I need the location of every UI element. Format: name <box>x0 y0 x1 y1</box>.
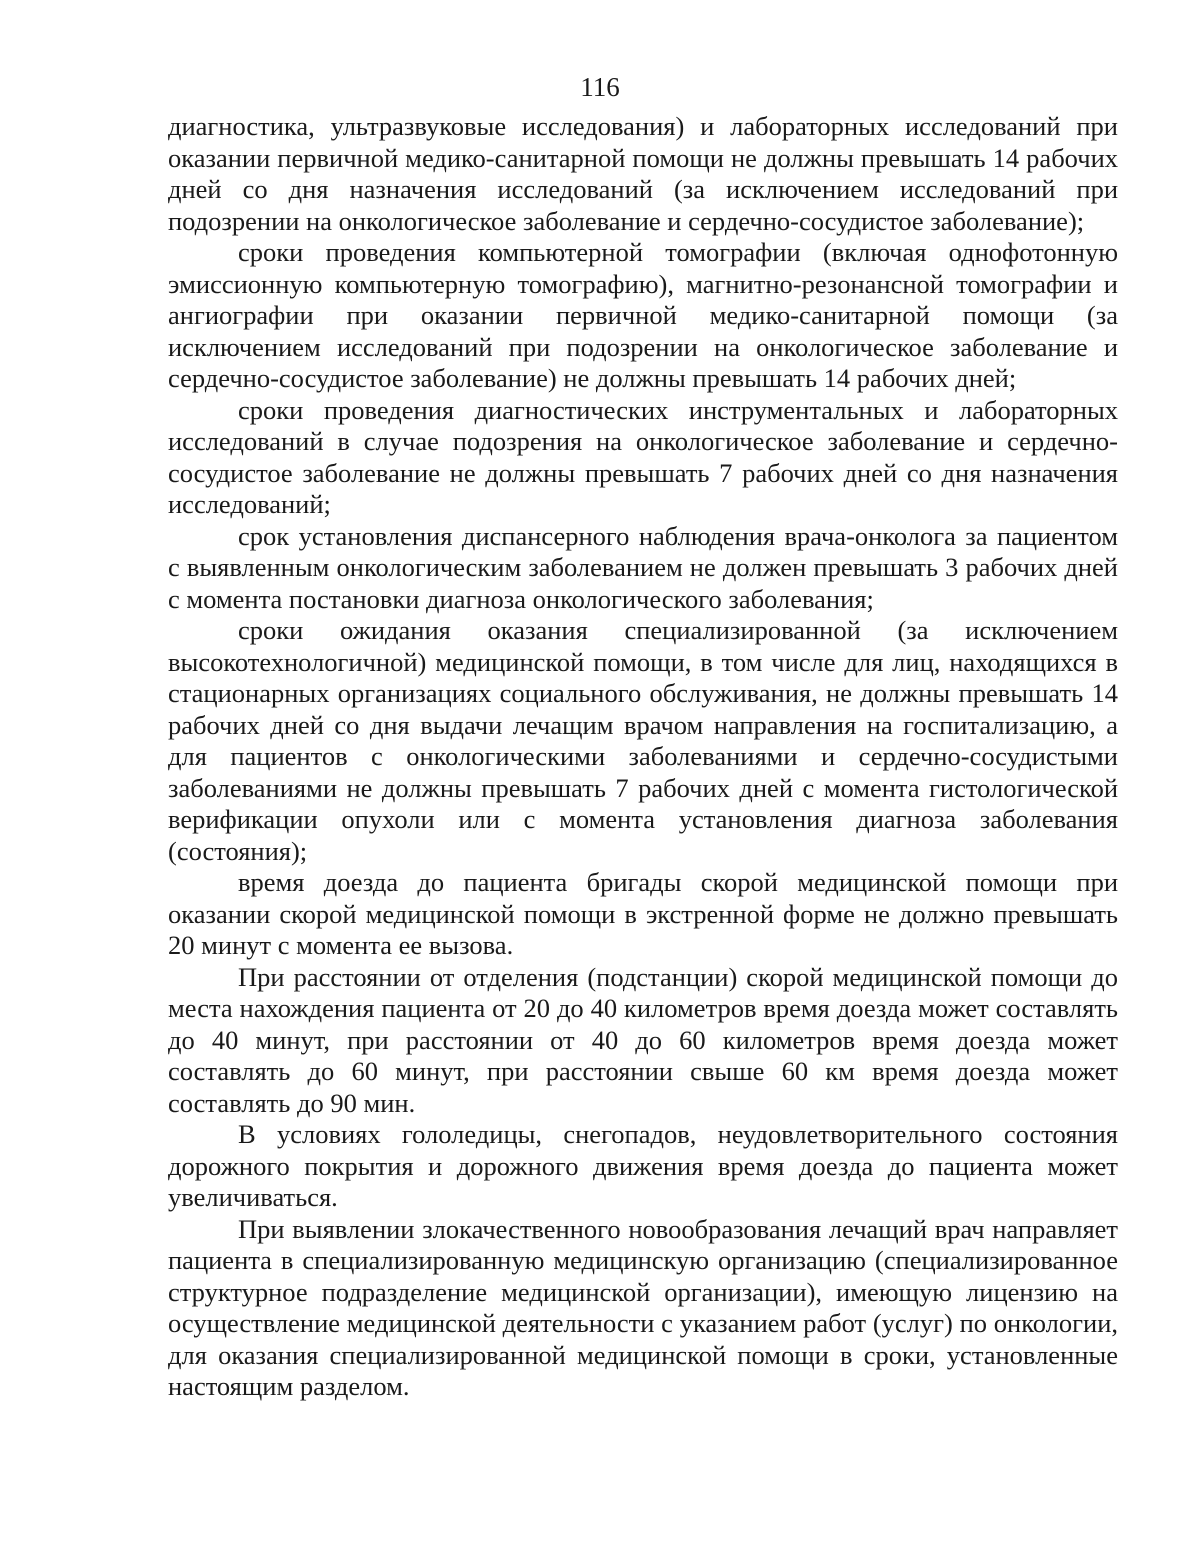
paragraph: время доезда до пациента бригады скорой медицинской помощи при оказании скорой медицинской помощи в экстренной форме не должно превышать 20 минут с момента ее вызова. <box>168 867 1118 960</box>
paragraph: срок установления диспансерного наблюдения врача-онколога за пациентом с выявленным онкологическим заболеванием не должен превышать 3 рабочих дней с момента постановки диагноза онкологического заболевания; <box>168 520 1118 614</box>
page-number: 116 <box>580 72 620 102</box>
paragraph: При расстоянии от отделения (подстанции) скорой медицинской помощи до места нахождения пациента от 20 до 40 километров время доезда может составлять до 40 минут, при расстоянии от 40 до 60 километров время доезда может составлять до 60 минут, при расстоянии свыше 60 км время доезда может составлять до 90 мин. <box>168 961 1118 1118</box>
document-body <box>168 111 1118 1403</box>
paragraph: При выявлении злокачественного новообразования лечащий врач направляет пациента в специализированную медицинскую организацию (специализированное структурное подразделение медицинской организации), имеющую лицензию на осуществление медицинской деятельности с указанием работ (услуг) по онкологии, для оказания специализированной медицинской помощи в сроки, установленные настоящим разделом. <box>168 1213 1118 1401</box>
paragraph: сроки ожидания оказания специализированной (за исключением высокотехнологичной) медицинской помощи, в том числе для лиц, находящихся в стационарных организациях социального обслуживания, не должны превышать 14 рабочих дней со дня выдачи лечащим врачом направления на госпитализацию, а для пациентов с онкологическими заболеваниями и сердечно-сосудистыми заболеваниями не должны превышать 7 рабочих дней с момента гистологической верификации опухоли или с момента установления диагноза заболевания (состояния); <box>168 615 1118 866</box>
paragraph: сроки проведения диагностических инструментальных и лабораторных исследований в случае подозрения на онкологическое заболевание и сердечно-сосудистое заболевание не должны превышать 7 рабочих дней со дня назначения исследований; <box>168 394 1118 519</box>
paragraph: диагностика, ультразвуковые исследования) и лабораторных исследований при оказании первичной медико-санитарной помощи не должны превышать 14 рабочих дней со дня назначения исследований (за исключением исследований при подозрении на онкологическое заболевание и сердечно-сосудистое заболевание); <box>168 111 1118 236</box>
paragraph: сроки проведения компьютерной томографии (включая однофотонную эмиссионную компьютерную томографию), магнитно-резонансной томографии и ангиографии при оказании первичной медико-санитарной помощи (за исключением исследований при подозрении на онкологическое заболевание и сердечно-сосудистое заболевание) не должны превышать 14 рабочих дней; <box>168 237 1118 393</box>
paragraph: В условиях гололедицы, снегопадов, неудовлетворительного состояния дорожного покрытия и дорожного движения время доезда до пациента может увеличиваться. <box>168 1119 1118 1212</box>
